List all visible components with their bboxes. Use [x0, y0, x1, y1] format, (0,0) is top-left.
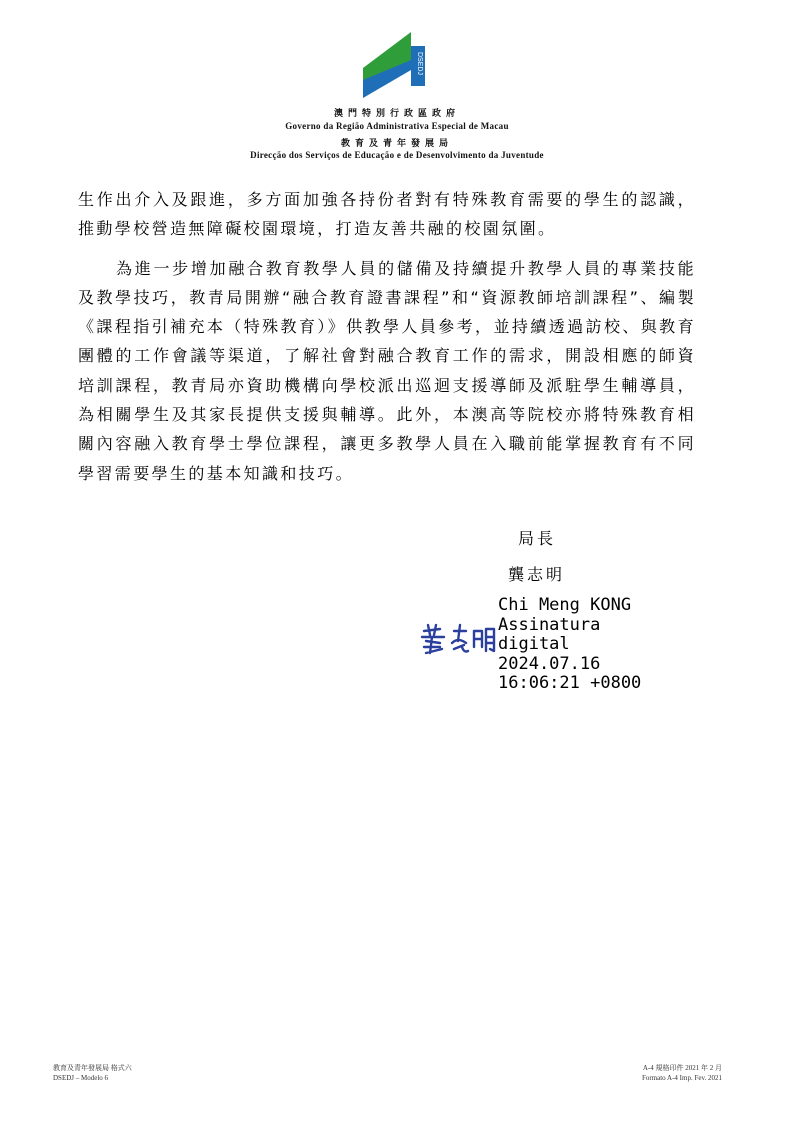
department-name-pt: Direcção dos Serviços de Educação e de Desenvolvimento da Juventude — [250, 150, 544, 160]
paragraph-2: 為進一步增加融合教育教學人員的儲備及持續提升教學人員的專業技能及教學技巧，教青局開辦“融合教育證書課程”和“資源教師培訓課程”、編製《課程指引補充本（特殊教育）》供教學人員參考，並持續透過訪校、與教育團體的工作會議等渠道，了解社會對融合教育工作的需求，開設相應的師資培訓課程，教青局亦資助機構向學校派出巡迴支援導師及派駐學生輔導員，為相關學生及其家長提供支援與輔導。此外，本澳高等院校亦將特殊教育相關內容融入教育學士學位課程，讓更多教學人員在入職前能掌握教育有不同學習需要學生的基本知識和技巧。 — [78, 258, 696, 483]
department-name-zh: 教育及青年發展局 — [340, 138, 453, 148]
footer-form-zh: 教育及青年發展局 格式六 — [53, 1064, 132, 1072]
footer-left — [53, 1064, 132, 1083]
digital-signature-label: Assinatura — [498, 614, 601, 635]
government-name-zh: 澳門特別行政區政府 — [333, 108, 460, 118]
digital-signature-block — [498, 596, 641, 694]
signatory-title: 局長 — [518, 529, 557, 548]
footer-format-zh: A-4 規格印件 2021 年 2 月 — [642, 1064, 722, 1072]
government-name-pt: Governo da Região Administrativa Especial de Macau — [285, 121, 509, 131]
footer-form-pt: DSEDJ – Modelo 6 — [53, 1073, 109, 1082]
digital-signature-label-2: digital — [498, 634, 570, 654]
footer-format-pt: Formato A-4 Imp. Fev. 2021 — [641, 1073, 722, 1082]
dsedj-logo — [361, 30, 431, 100]
logo-text: DSEDJ — [416, 52, 423, 75]
handwritten-signature — [418, 621, 498, 659]
digital-signature-date: 2024.07.16 — [498, 653, 601, 674]
digital-signer-name: Chi Meng KONG — [498, 595, 632, 615]
footer-right — [642, 1064, 722, 1083]
digital-signature-time: 16:06:21 +0800 — [498, 673, 642, 693]
paragraph-1: 生作出介入及跟進，多方面加強各持份者對有特殊教育需要的學生的認識，推動學校營造無障礙校園環境，打造友善共融的校園氛圍。 — [78, 190, 696, 239]
letter-body — [78, 185, 696, 488]
signatory-name: 龔志明 — [508, 565, 566, 584]
